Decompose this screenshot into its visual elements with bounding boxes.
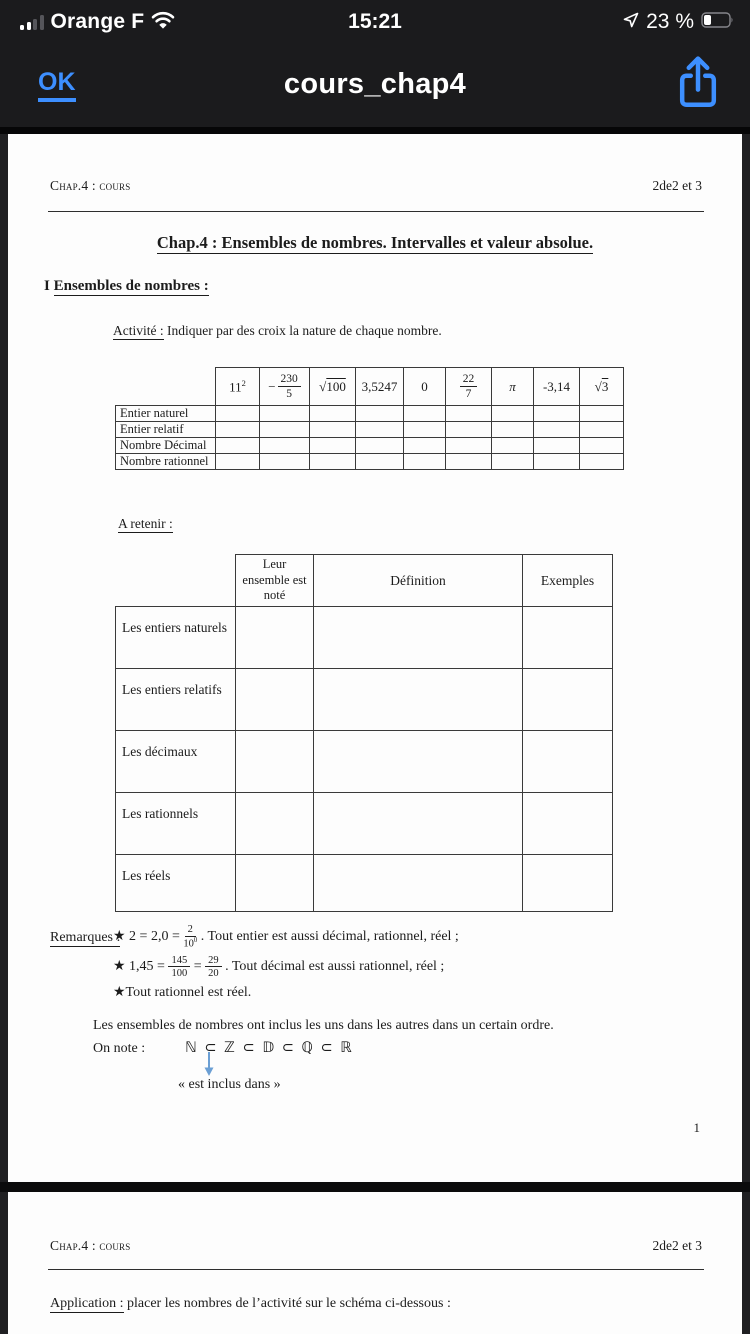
number-3-5247: 3,5247 — [356, 368, 404, 406]
number-zero: 0 — [404, 368, 446, 406]
number-minus-3-14: -3,14 — [534, 368, 580, 406]
summary-table — [115, 554, 613, 912]
document-title: cours_chap4 — [283, 68, 467, 100]
row-label-entier-relatif: Entier relatif — [116, 422, 216, 438]
table-row — [116, 731, 613, 793]
notation-line — [93, 1040, 353, 1057]
row-label-decimaux: Les décimaux — [116, 731, 236, 793]
number-sqrt-100: √100 — [310, 368, 356, 406]
a-retenir-heading: A retenir : — [118, 516, 173, 531]
table-row — [116, 855, 613, 912]
page-gap — [0, 1182, 750, 1192]
table-row — [116, 438, 624, 454]
navigation-bar — [0, 44, 750, 127]
remark-1: ★ 2 = 2,0 = $\frac{2}{10^0}$ . Tout entier est aussi décimal, rationnel, réel ; — [113, 924, 459, 950]
ok-done-button[interactable]: OK — [38, 68, 76, 102]
activity-table-header-row — [116, 368, 624, 406]
on-note-label: On note : — [93, 1041, 146, 1056]
nav-content-divider — [0, 127, 750, 134]
header-course-label: Chap.4 : cours — [50, 1238, 131, 1253]
application-instruction: Application : placer les nombres de l’activité sur le schéma ci-dessous : — [50, 1296, 451, 1311]
page-header — [50, 1238, 702, 1254]
section-heading: I Ensembles de nombres : — [44, 278, 209, 294]
activity-instruction: Activité : Indiquer par des croix la nature de chaque nombre. — [113, 323, 442, 338]
row-label-reels: Les réels — [116, 855, 236, 912]
number-sqrt-3: √3 — [580, 368, 624, 406]
row-label-entiers-naturels: Les entiers naturels — [116, 607, 236, 669]
row-label-nombre-rationnel: Nombre rationnel — [116, 454, 216, 470]
table-row — [116, 793, 613, 855]
inclusion-caption: « est inclus dans » — [178, 1077, 281, 1092]
remark-3: ★Tout rationnel est réel. — [113, 984, 252, 1000]
number-11-squared: $11^2$ — [216, 368, 260, 406]
table-row — [116, 607, 613, 669]
set-inclusion-chain: ℕ ⊂ ℤ ⊂ 𝔻 ⊂ ℚ ⊂ ℝ — [185, 1040, 354, 1056]
remark-2: ★ 1,45 = $\frac{145}{100}$ = $\frac{29}{20}$ . Tout décimal est aussi rationnel, réel ; — [113, 954, 445, 979]
remarks-list — [113, 924, 459, 1001]
location-arrow-icon — [623, 12, 639, 33]
table-row — [116, 669, 613, 731]
number-22-over-7: $\frac{22}{7}$ — [446, 368, 492, 406]
status-bar — [0, 0, 750, 44]
header-rule — [48, 1269, 704, 1270]
battery-percent-label: 23 % — [646, 10, 694, 33]
battery-icon — [701, 12, 734, 33]
row-label-entiers-relatifs: Les entiers relatifs — [116, 669, 236, 731]
row-label-rationnels: Les rationnels — [116, 793, 236, 855]
row-label-nombre-decimal: Nombre Décimal — [116, 438, 216, 454]
table-row — [116, 454, 624, 470]
header-course-label: Chap.4 : cours — [50, 178, 131, 193]
page-header — [50, 178, 702, 194]
col-header-definition: Définition — [314, 555, 523, 607]
header-rule — [48, 211, 704, 212]
inclusion-sentence: Les ensembles de nombres ont inclus les uns dans les autres dans un certain ordre. — [93, 1018, 554, 1033]
table-row — [116, 422, 624, 438]
header-class-label: 2de2 et 3 — [652, 178, 702, 193]
share-button[interactable] — [674, 54, 722, 117]
share-icon — [674, 54, 722, 112]
number-pi: π — [492, 368, 534, 406]
col-header-notation: Leur ensemble est noté — [236, 555, 314, 607]
page-number: 1 — [693, 1120, 700, 1135]
chapter-title: Chap.4 : Ensembles de nombres. Intervalles et valeur absolue. — [156, 233, 594, 252]
number-minus-230-over-5: − $\frac{230}{5}$ — [260, 368, 310, 406]
document-page-2[interactable] — [8, 1192, 742, 1334]
document-page-1[interactable] — [8, 134, 742, 1182]
header-class-label: 2de2 et 3 — [652, 1238, 702, 1253]
carrier-label: Orange F — [50, 10, 145, 33]
remarks-heading: Remarques : — [50, 930, 121, 945]
table-row — [116, 406, 624, 422]
col-header-examples: Exemples — [523, 555, 613, 607]
clock: 15:21 — [348, 10, 402, 33]
row-label-entier-naturel: Entier naturel — [116, 406, 216, 422]
activity-table — [115, 367, 624, 470]
summary-table-header-row — [116, 555, 613, 607]
